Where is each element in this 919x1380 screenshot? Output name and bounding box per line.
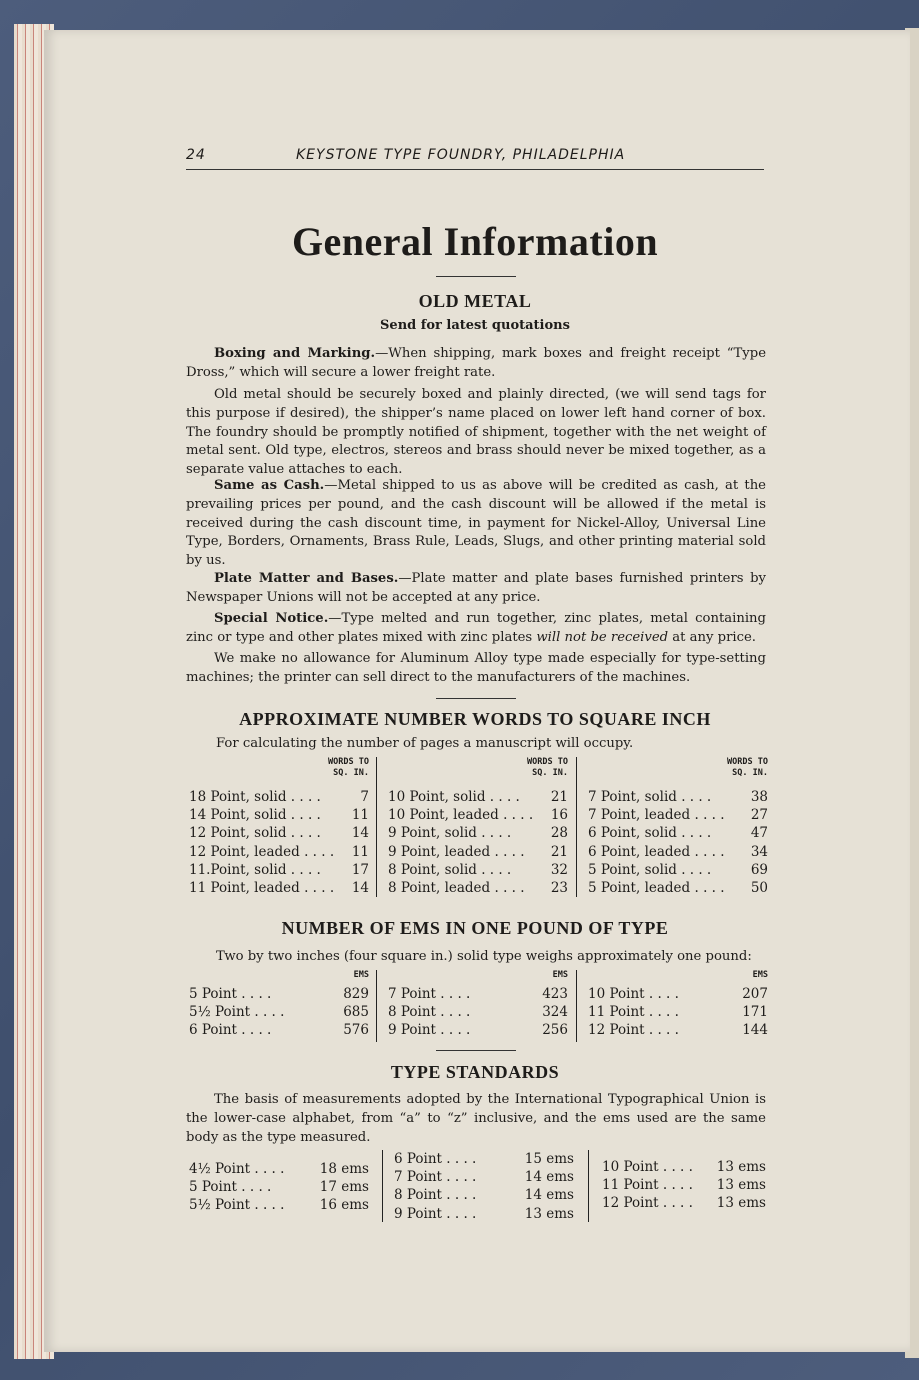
row-value: 18 ems — [319, 1161, 369, 1177]
table-row — [602, 1158, 766, 1176]
table-row — [189, 861, 369, 879]
table-row — [394, 1168, 574, 1186]
row-value: 27 — [750, 807, 768, 824]
row-value: 14 ems — [524, 1169, 574, 1186]
row-value: 16 — [550, 807, 568, 824]
row-label: 4½ Point . . . . — [189, 1161, 285, 1177]
ems-note: Two by two inches (four square in.) solid type weighs approximately one pound: — [216, 949, 752, 964]
paragraph-italic: will not be received — [536, 629, 669, 645]
page-title: General Information — [291, 219, 659, 264]
paragraph-tail: at any price. — [668, 629, 756, 645]
row-value: 28 — [550, 825, 568, 842]
row-value: 829 — [343, 986, 369, 1002]
row-label: 6 Point, leaded . . . . — [588, 843, 725, 860]
row-label: 10 Point . . . . — [602, 1159, 693, 1175]
row-label: 12 Point, leaded . . . . — [189, 843, 335, 860]
column-header: WORDS TO — [727, 757, 768, 767]
standards-heading: TYPE STANDARDS — [390, 1062, 560, 1082]
row-value: 207 — [742, 986, 768, 1002]
column-divider — [382, 1150, 383, 1222]
table-row — [602, 1176, 766, 1194]
page-number: 24 — [186, 147, 206, 163]
table-column — [394, 1150, 574, 1223]
table-row — [189, 1196, 369, 1214]
table-row — [189, 788, 369, 806]
paragraph — [186, 650, 766, 688]
row-label: 5 Point . . . . — [189, 1179, 272, 1196]
table-row — [189, 843, 369, 861]
paragraph — [186, 477, 766, 571]
ems-table — [186, 970, 766, 1045]
table-row — [588, 1003, 768, 1021]
table-column — [388, 970, 568, 1040]
row-value: 47 — [750, 825, 768, 842]
row-value: 23 — [550, 880, 568, 897]
table-row — [388, 879, 568, 897]
table-row — [588, 1021, 768, 1039]
table-row — [588, 806, 768, 824]
column-header: SQ. IN. — [532, 768, 568, 778]
row-value: 11 — [351, 807, 369, 824]
column-header: EMS — [552, 970, 568, 980]
running-header — [186, 147, 764, 170]
row-label: 8 Point, leaded . . . . — [388, 880, 525, 897]
paragraph-lead: Special Notice. — [214, 611, 329, 626]
words-heading: APPROXIMATE NUMBER WORDS TO SQUARE INCH — [239, 709, 711, 729]
paragraph — [186, 345, 766, 383]
row-value: 423 — [542, 986, 568, 1002]
table-row — [588, 985, 768, 1003]
row-value: 17 — [351, 861, 369, 878]
ems-heading: NUMBER OF EMS IN ONE POUND OF TYPE — [281, 918, 669, 938]
paragraph-text: —Type melted and run together, zinc plates, metal containing zinc or type and other plates mixed with zinc plates — [186, 611, 766, 645]
row-label: 5 Point, solid . . . . — [588, 861, 712, 878]
table-row — [602, 1194, 766, 1212]
column-divider — [576, 757, 577, 897]
paragraph — [186, 570, 766, 608]
table-column — [388, 757, 568, 897]
row-label: 7 Point, solid . . . . — [588, 789, 712, 805]
row-label: 9 Point, solid . . . . — [388, 825, 512, 842]
row-value: 13 ems — [716, 1159, 766, 1175]
paragraph-lead: Boxing and Marking. — [214, 346, 376, 361]
row-value: 14 ems — [524, 1187, 574, 1204]
section-rule-2 — [436, 1050, 516, 1051]
row-label: 7 Point . . . . — [394, 1169, 477, 1186]
paragraph-text: Old metal should be securely boxed and plainly directed, (we will send tags for this purpose if desired), the shipper’s name placed on lower left hand corner of box. The foundry should be promptly notified of shipment, together with the net weight of metal sent. Old type, electros, stereos and brass should never be mixed together, as a separate value attaches to each. — [186, 387, 766, 478]
row-label: 10 Point, leaded . . . . — [388, 807, 534, 824]
row-label: 5½ Point . . . . — [189, 1004, 285, 1021]
table-column — [189, 970, 369, 1040]
row-value: 256 — [542, 1022, 568, 1039]
row-value: 21 — [550, 789, 568, 805]
table-row — [388, 861, 568, 879]
old-metal-heading: OLD METAL — [418, 291, 532, 311]
row-value: 32 — [550, 861, 568, 878]
words-table — [186, 757, 766, 897]
row-label: 5½ Point . . . . — [189, 1197, 285, 1214]
table-row — [388, 985, 568, 1003]
table-row — [388, 806, 568, 824]
table-row — [189, 806, 369, 824]
paragraph-text: We make no allowance for Aluminum Alloy type made especially for type-setting machines; the printer can sell direct to the manufacturers of the machines. — [186, 651, 766, 685]
column-divider — [576, 970, 577, 1042]
column-header: EMS — [353, 970, 369, 980]
row-value: 11 — [351, 843, 369, 860]
row-label: 8 Point . . . . — [394, 1187, 477, 1204]
row-value: 13 ems — [716, 1195, 766, 1212]
row-value: 50 — [750, 880, 768, 897]
paragraph-text: —Plate matter and plate bases furnished printers by Newspaper Unions will not be accepted at any price. — [186, 571, 766, 605]
paragraph-lead: Same as Cash. — [214, 478, 325, 493]
standards-text: The basis of measurements adopted by the International Typographical Union is the lower-case alphabet, from “a” to “z” inclusive, and the ems used are the same body as the type measured. — [186, 1092, 766, 1145]
table-column — [189, 1160, 369, 1215]
paragraph-text: —When shipping, mark boxes and freight receipt “Type Dross,” which will secure a lower freight rate. — [186, 346, 766, 380]
row-label: 9 Point . . . . — [394, 1205, 477, 1222]
words-note: For calculating the number of pages a manuscript will occupy. — [216, 736, 634, 751]
table-row — [189, 879, 369, 897]
table-column — [189, 757, 369, 897]
table-row — [588, 879, 768, 897]
table-column — [588, 757, 768, 897]
row-value: 34 — [750, 843, 768, 860]
table-row — [189, 1160, 369, 1178]
title-rule — [436, 276, 516, 277]
row-label: 6 Point . . . . — [394, 1151, 477, 1167]
column-header: WORDS TO — [328, 757, 369, 767]
old-metal-subheading: Send for latest quotations — [380, 318, 570, 333]
column-header: SQ. IN. — [333, 768, 369, 778]
table-row — [588, 824, 768, 842]
row-value: 14 — [351, 825, 369, 842]
row-label: 10 Point . . . . — [588, 986, 679, 1002]
column-divider — [588, 1150, 589, 1222]
table-row — [189, 1003, 369, 1021]
row-value: 16 ems — [319, 1197, 369, 1214]
column-header: WORDS TO — [527, 757, 568, 767]
column-header: EMS — [752, 970, 768, 980]
paragraph-lead: Plate Matter and Bases. — [214, 571, 399, 586]
paragraph-text: —Metal shipped to us as above will be credited as cash, at the prevailing prices per pound, and the cash discount will be allowed if the metal is received during the cash discount time, in payment for Nickel-Alloy, Universal Line Type, Borders, Ornaments, Brass Rule, Leads, Slugs, and other printing material sold by us. — [186, 478, 766, 569]
table-row — [388, 788, 568, 806]
paragraph — [186, 610, 766, 648]
row-label: 8 Point, solid . . . . — [388, 861, 512, 878]
column-divider — [376, 970, 377, 1042]
table-row — [388, 1003, 568, 1021]
row-label: 14 Point, solid . . . . — [189, 807, 321, 824]
row-value: 144 — [742, 1022, 768, 1039]
table-row — [388, 843, 568, 861]
table-row — [189, 824, 369, 842]
row-value: 38 — [750, 789, 768, 805]
standards-table — [186, 1150, 766, 1225]
paragraph — [186, 386, 766, 480]
row-value: 15 ems — [524, 1151, 574, 1167]
row-value: 171 — [742, 1004, 768, 1021]
row-value: 13 ems — [524, 1205, 574, 1222]
table-column — [602, 1158, 766, 1213]
table-row — [189, 1178, 369, 1196]
row-label: 5 Point, leaded . . . . — [588, 880, 725, 897]
row-label: 18 Point, solid . . . . — [189, 789, 321, 805]
table-row — [189, 985, 369, 1003]
table-row — [394, 1186, 574, 1204]
table-row — [189, 1021, 369, 1039]
row-label: 9 Point, leaded . . . . — [388, 843, 525, 860]
table-row — [388, 1021, 568, 1039]
row-label: 12 Point . . . . — [602, 1195, 693, 1212]
table-row — [394, 1205, 574, 1223]
row-label: 7 Point . . . . — [388, 986, 471, 1002]
row-label: 12 Point, solid . . . . — [189, 825, 321, 842]
section-rule-1 — [436, 698, 516, 699]
row-label: 6 Point, solid . . . . — [588, 825, 712, 842]
table-row — [588, 843, 768, 861]
row-label: 12 Point . . . . — [588, 1022, 679, 1039]
table-column — [588, 970, 768, 1040]
row-value: 7 — [360, 789, 369, 805]
row-value: 324 — [542, 1004, 568, 1021]
column-header: SQ. IN. — [732, 768, 768, 778]
row-value: 17 ems — [319, 1179, 369, 1196]
table-row — [394, 1150, 574, 1168]
row-value: 69 — [750, 861, 768, 878]
table-row — [588, 788, 768, 806]
row-value: 13 ems — [716, 1177, 766, 1194]
running-title: KEYSTONE TYPE FOUNDRY, PHILADELPHIA — [296, 147, 626, 163]
row-value: 576 — [343, 1022, 369, 1039]
row-value: 685 — [343, 1004, 369, 1021]
row-label: 9 Point . . . . — [388, 1022, 471, 1039]
table-row — [588, 861, 768, 879]
row-label: 11 Point . . . . — [588, 1004, 679, 1021]
table-row — [388, 824, 568, 842]
row-label: 7 Point, leaded . . . . — [588, 807, 725, 824]
row-label: 11 Point . . . . — [602, 1177, 693, 1194]
row-value: 21 — [550, 843, 568, 860]
row-label: 11 Point, leaded . . . . — [189, 880, 335, 897]
row-value: 14 — [351, 880, 369, 897]
row-label: 5 Point . . . . — [189, 986, 272, 1002]
row-label: 10 Point, solid . . . . — [388, 789, 520, 805]
row-label: 11.Point, solid . . . . — [189, 861, 321, 878]
row-label: 6 Point . . . . — [189, 1022, 272, 1039]
column-divider — [376, 757, 377, 897]
row-label: 8 Point . . . . — [388, 1004, 471, 1021]
